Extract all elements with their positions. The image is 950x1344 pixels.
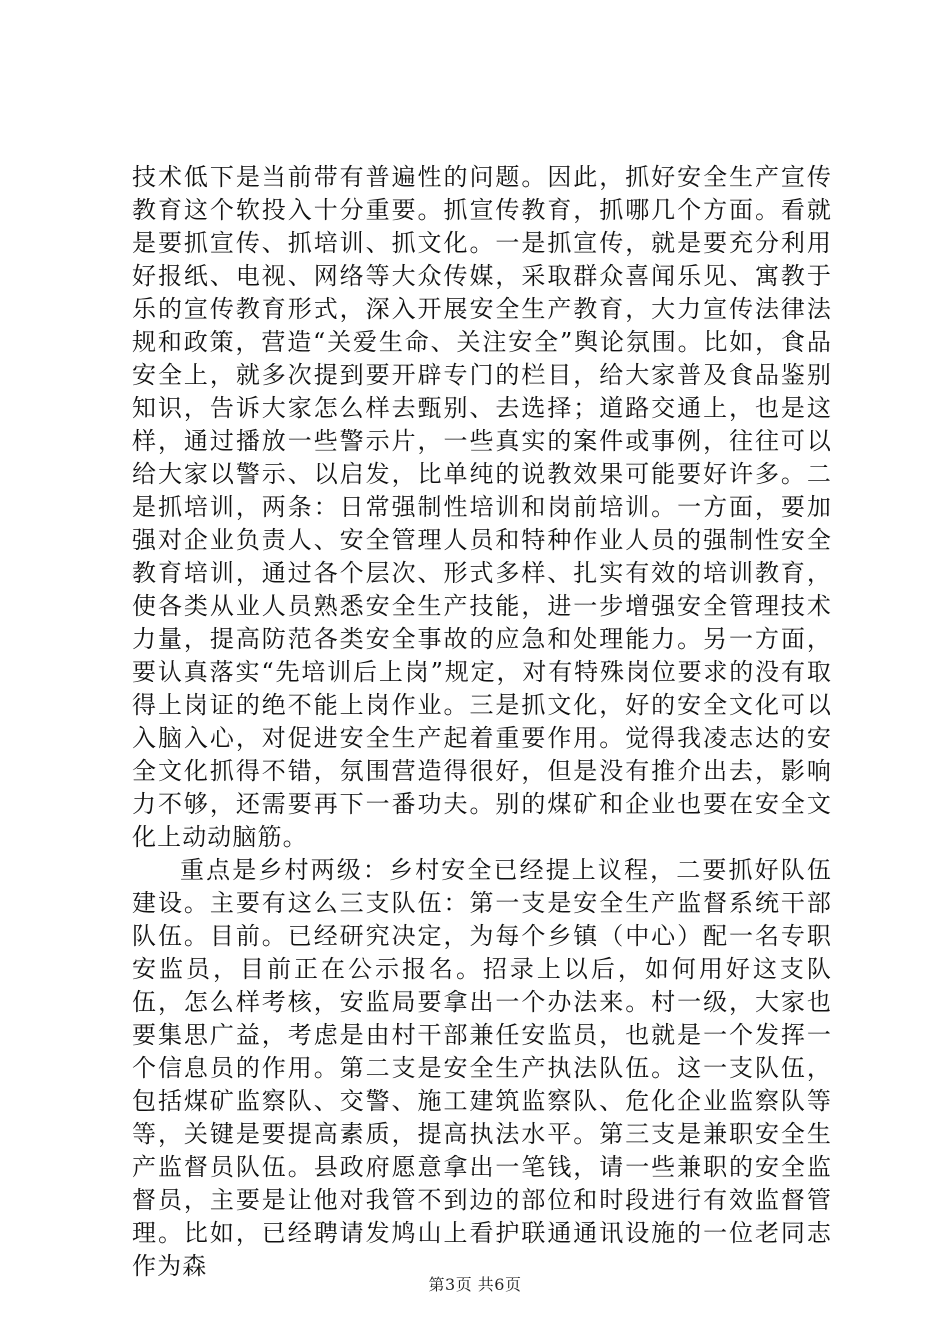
paragraph-1: 技术低下是当前带有普遍性的问题。因此，抓好安全生产宣传教育这个软投入十分重要。抓宣传教育，抓哪几个方面。看就是要抓宣传、抓培训、抓文化。一是抓宣传，就是要充分利用好报纸、电视、网络等大众传媒，采取群众喜闻乐见、寓教于乐的宣传教育形式，深入开展安全生产教育，大力宣传法律法规和政策，营造“关爱生命、关注安全”舆论氛围。比如，食品安全上，就多次提到要开辟专门的栏目，给大家普及食品鉴别知识，告诉大家怎么样去甄别、去选择；道路交通上，也是这样，通过播放一些警示片，一些真实的案件或事例，往往可以给大家以警示、以启发，比单纯的说教效果可能要好许多。二是抓培训，两条：日常强制性培训和岗前培训。一方面，要加强对企业负责人、安全管理人员和特种作业人员的强制性安全教育培训，通过各个层次、形式多样、扎实有效的培训教育，使各类从业人员熟悉安全生产技能，进一步增强安全管理技术力量，提高防范各类安全事故的应急和处理能力。另一方面，要认真落实“先培训后上岗”规定，对有特殊岗位要求的没有取得上岗证的绝不能上岗作业。三是抓文化，好的安全文化可以入脑入心，对促进安全生产起着重要作用。觉得我凌志达的安全文化抓得不错，氛围营造得很好，但是没有推介出去，影响力不够，还需要再下一番功夫。别的煤矿和企业也要在安全文化上动动脑筋。 [132, 163, 832, 851]
paragraph-2: 重点是乡村两级：乡村安全已经提上议程，二要抓好队伍建设。主要有这么三支队伍：第一支是安全生产监督系统干部队伍。目前。已经研究决定，为每个乡镇（中心）配一名专职安监员，目前正在公示报名。招录上以后，如何用好这支队伍，怎么样考核，安监局要拿出一个办法来。村一级，大家也要集思广益，考虑是由村干部兼任安监员，也就是一个发挥一个信息员的作用。第二支是安全生产执法队伍。这一支队伍，包括煤矿监察队、交警、施工建筑监察队、危化企业监察队等等，关键是要提高素质，提高执法水平。第三支是兼职安全生产监督员队伍。县政府愿意拿出一笔钱，请一些兼职的安全监督员，主要是让他对我管不到边的部位和时段进行有效监督管理。比如，已经聘请发鸠山上看护联通通讯设施的一位老同志作为森 [132, 856, 832, 1280]
page-footer: 第3页 共6页 [428, 1275, 522, 1294]
document-body [132, 161, 832, 1283]
